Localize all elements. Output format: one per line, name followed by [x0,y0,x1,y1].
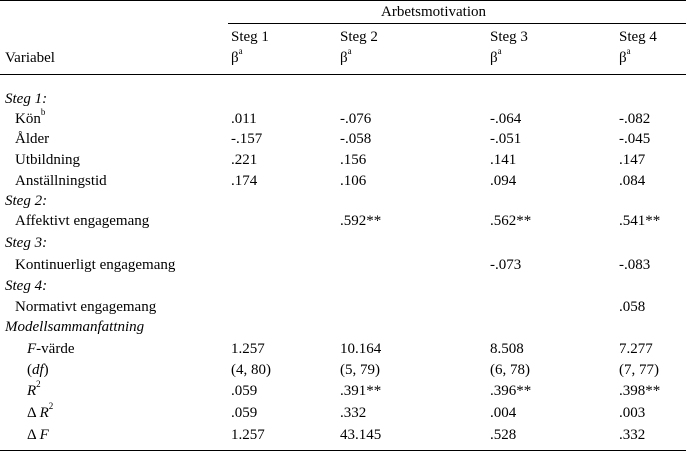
cell-r2-step3: .396** [490,383,532,399]
cell-anstallningstid-step1: .174 [231,173,258,189]
column-header-step2: Steg 2 [340,29,378,45]
row-label-normativt: Normativt engagemang [15,299,157,315]
cell-alder-step1: -.157 [231,131,263,147]
group-header-rule [228,23,686,24]
cell-r2-step4: .398** [619,383,661,399]
cell-kon-step3: -.064 [490,111,522,127]
cell-alder-step3: -.051 [490,131,522,147]
cell-anstallningstid-step4: .084 [619,173,646,189]
row-label-utbildning: Utbildning [15,152,81,168]
row-label-alder: Ålder [15,131,50,147]
cell-delta-r2-step3: .004 [490,405,517,421]
group-header-label: Arbetsmotivation [381,4,486,20]
row-label-delta-f: Δ F [27,427,49,443]
cell-affektivt-step4: .541** [619,213,661,229]
cell-delta-r2-step2: .332 [340,405,367,421]
row-label-anstallningstid: Anställningstid [15,173,107,189]
section-heading-step1: Steg 1: [5,91,48,107]
row-label-kon: Kön$^b$ [15,107,46,127]
cell-anstallningstid-step3: .094 [490,173,517,189]
cell-delta-f-step1: 1.257 [231,427,265,443]
column-header-step4: Steg 4 [619,29,657,45]
cell-utbildning-step1: .221 [231,152,258,168]
cell-delta-f-step3: .528 [490,427,517,443]
cell-delta-r2-step4: .003 [619,405,646,421]
beta-label-step1: $\beta^a$ [231,46,243,66]
cell-kontinuerligt-step4: -.083 [619,257,651,273]
cell-df-step1: (4, 80) [231,362,271,378]
table-bottom-rule [0,450,686,451]
section-heading-summary: Modellsammanfattning [5,319,145,335]
row-label-kontinuerligt: Kontinuerligt engagemang [15,257,176,273]
header-bottom-rule [0,74,686,75]
cell-r2-step1: .059 [231,383,258,399]
cell-affektivt-step3: .562** [490,213,532,229]
beta-label-step2: $\beta^a$ [340,46,352,66]
cell-f-step4: 7.277 [619,341,653,357]
cell-f-step3: 8.508 [490,341,524,357]
cell-kon-step2: -.076 [340,111,372,127]
row-label-affektivt: Affektivt engagemang [15,213,150,229]
section-heading-step3: Steg 3: [5,235,48,251]
cell-delta-r2-step1: .059 [231,405,258,421]
cell-kon-step1: .011 [231,111,257,127]
row-label-r2: $R^2$ [27,379,41,399]
table-top-rule [0,0,686,1]
cell-utbildning-step3: .141 [490,152,517,168]
cell-kontinuerligt-step3: -.073 [490,257,522,273]
row-label-f-value: F-värde [27,341,75,357]
cell-delta-f-step4: .332 [619,427,646,443]
cell-f-step1: 1.257 [231,341,265,357]
row-label-df: (df) [27,362,49,378]
cell-alder-step4: -.045 [619,131,651,147]
cell-df-step4: (7, 77) [619,362,659,378]
cell-affektivt-step2: .592** [340,213,382,229]
section-heading-step2: Steg 2: [5,193,48,209]
cell-normativt-step4: .058 [619,299,646,315]
cell-r2-step2: .391** [340,383,382,399]
cell-kon-step4: -.082 [619,111,651,127]
cell-df-step2: (5, 79) [340,362,380,378]
column-header-variable: Variabel [5,50,55,66]
cell-utbildning-step4: .147 [619,152,646,168]
column-header-step3: Steg 3 [490,29,528,45]
cell-df-step3: (6, 78) [490,362,530,378]
cell-utbildning-step2: .156 [340,152,367,168]
beta-label-step3: $\beta^a$ [490,46,502,66]
beta-label-step4: $\beta^a$ [619,46,631,66]
cell-f-step2: 10.164 [340,341,382,357]
row-label-delta-r2: Δ $R^2$ [27,401,54,421]
section-heading-step4: Steg 4: [5,278,48,294]
cell-anstallningstid-step2: .106 [340,173,367,189]
column-header-step1: Steg 1 [231,29,269,45]
cell-delta-f-step2: 43.145 [340,427,382,443]
cell-alder-step2: -.058 [340,131,372,147]
